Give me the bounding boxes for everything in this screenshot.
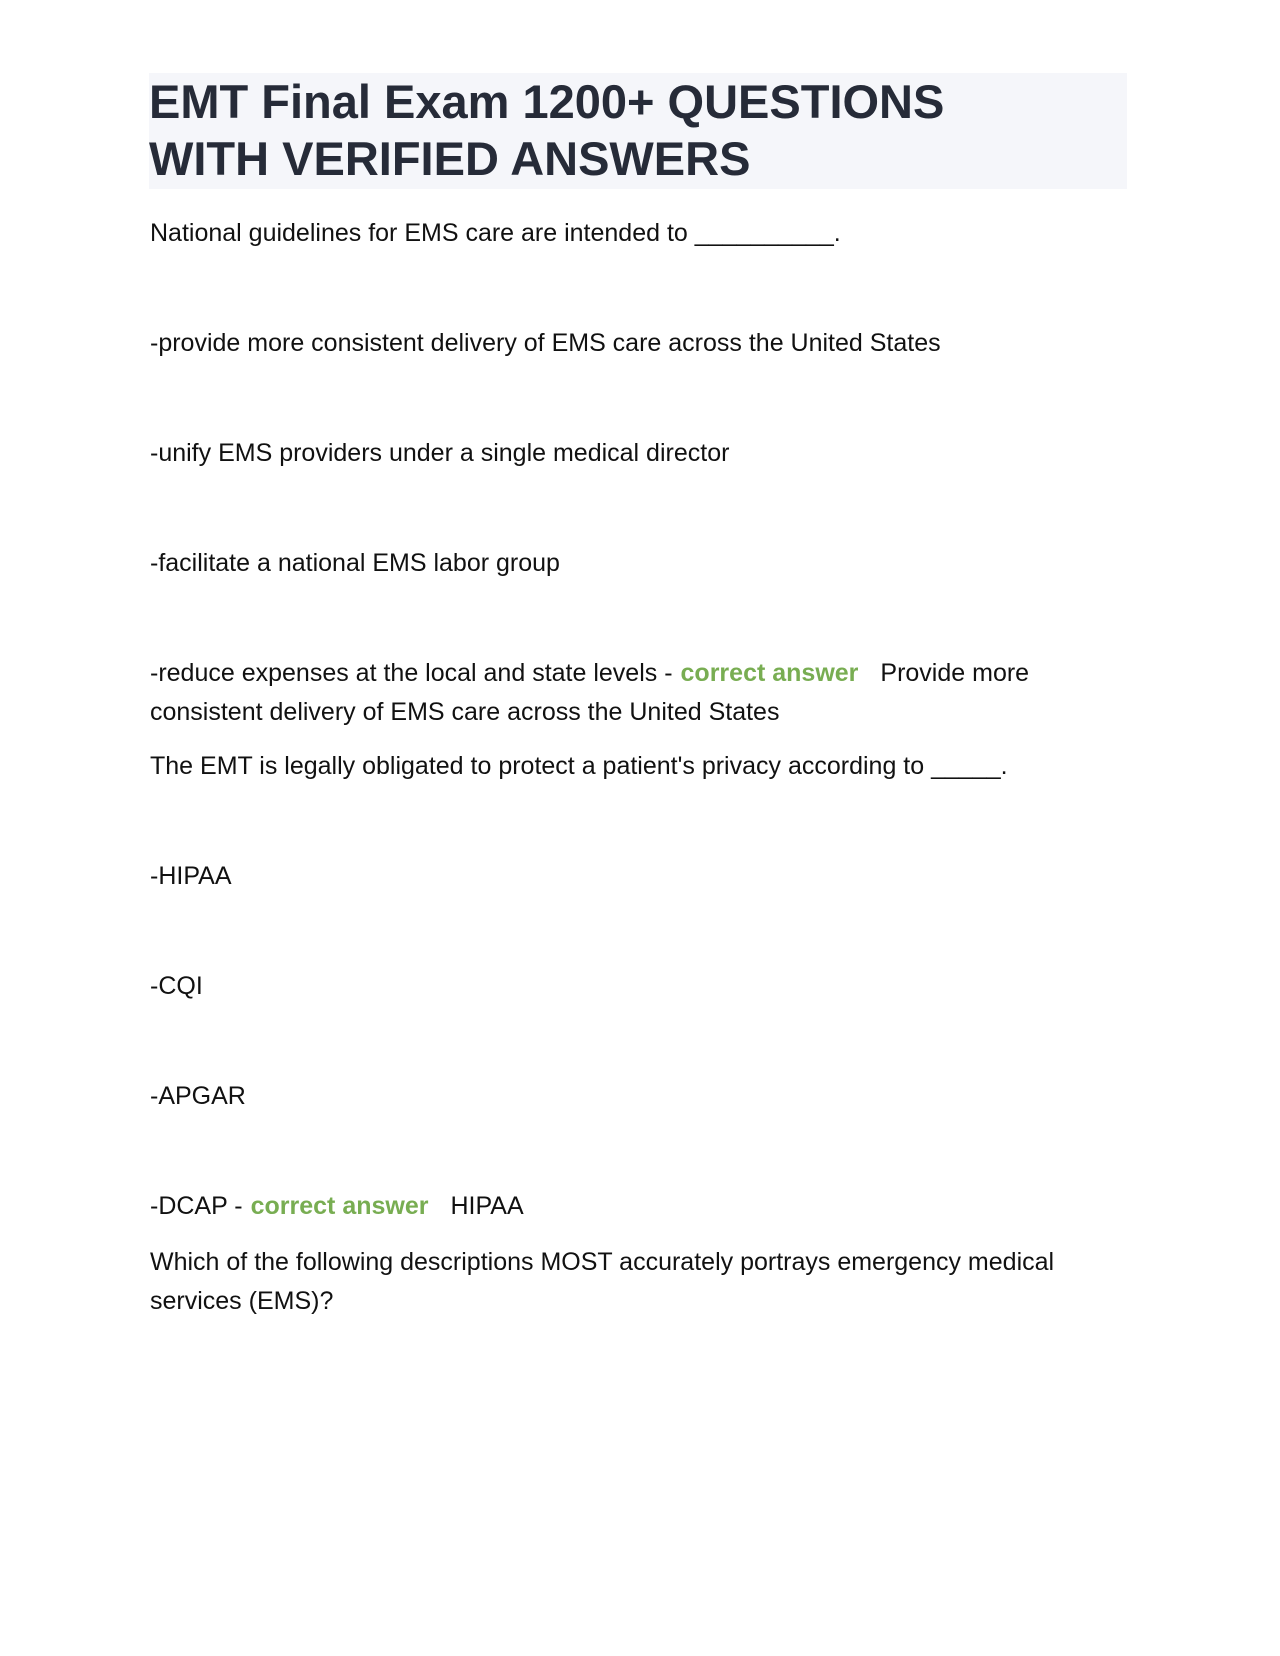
question-1-option-1: -provide more consistent delivery of EMS care across the United States: [150, 329, 941, 357]
correct-answer-label: correct answer: [250, 1192, 429, 1220]
question-1-option-4-with-answer: [150, 654, 1130, 732]
question-1-answer: Provide more consistent delivery of EMS care across the United States: [150, 659, 1030, 726]
question-2-prompt: The EMT is legally obligated to protect a patient's privacy according to _____.: [150, 752, 1008, 780]
question-2-answer: HIPAA: [450, 1192, 524, 1220]
question-1-option-3: -facilitate a national EMS labor group: [150, 549, 560, 577]
question-1-option-2: -unify EMS providers under a single medical director: [150, 439, 730, 467]
question-2-option-1: -HIPAA: [150, 862, 232, 890]
question-1-option-4: -reduce expenses at the local and state levels -: [150, 659, 673, 687]
question-1-prompt: National guidelines for EMS care are intended to __________.: [150, 219, 841, 247]
correct-answer-label: correct answer: [680, 659, 859, 687]
question-2-option-2: -CQI: [150, 972, 203, 1000]
document-title-line-1: EMT Final Exam 1200+ QUESTIONS: [149, 75, 945, 128]
question-2-option-4-with-answer: [150, 1187, 1130, 1226]
document-title-line-2: WITH VERIFIED ANSWERS: [149, 132, 751, 185]
title-banner: [149, 73, 1127, 189]
document-title: [149, 73, 1127, 187]
question-2-option-4: -DCAP -: [150, 1192, 243, 1220]
question-3-prompt: Which of the following descriptions MOST accurately portrays emergency medical services (EMS)?: [150, 1248, 1055, 1315]
question-2-option-3: -APGAR: [150, 1082, 246, 1110]
